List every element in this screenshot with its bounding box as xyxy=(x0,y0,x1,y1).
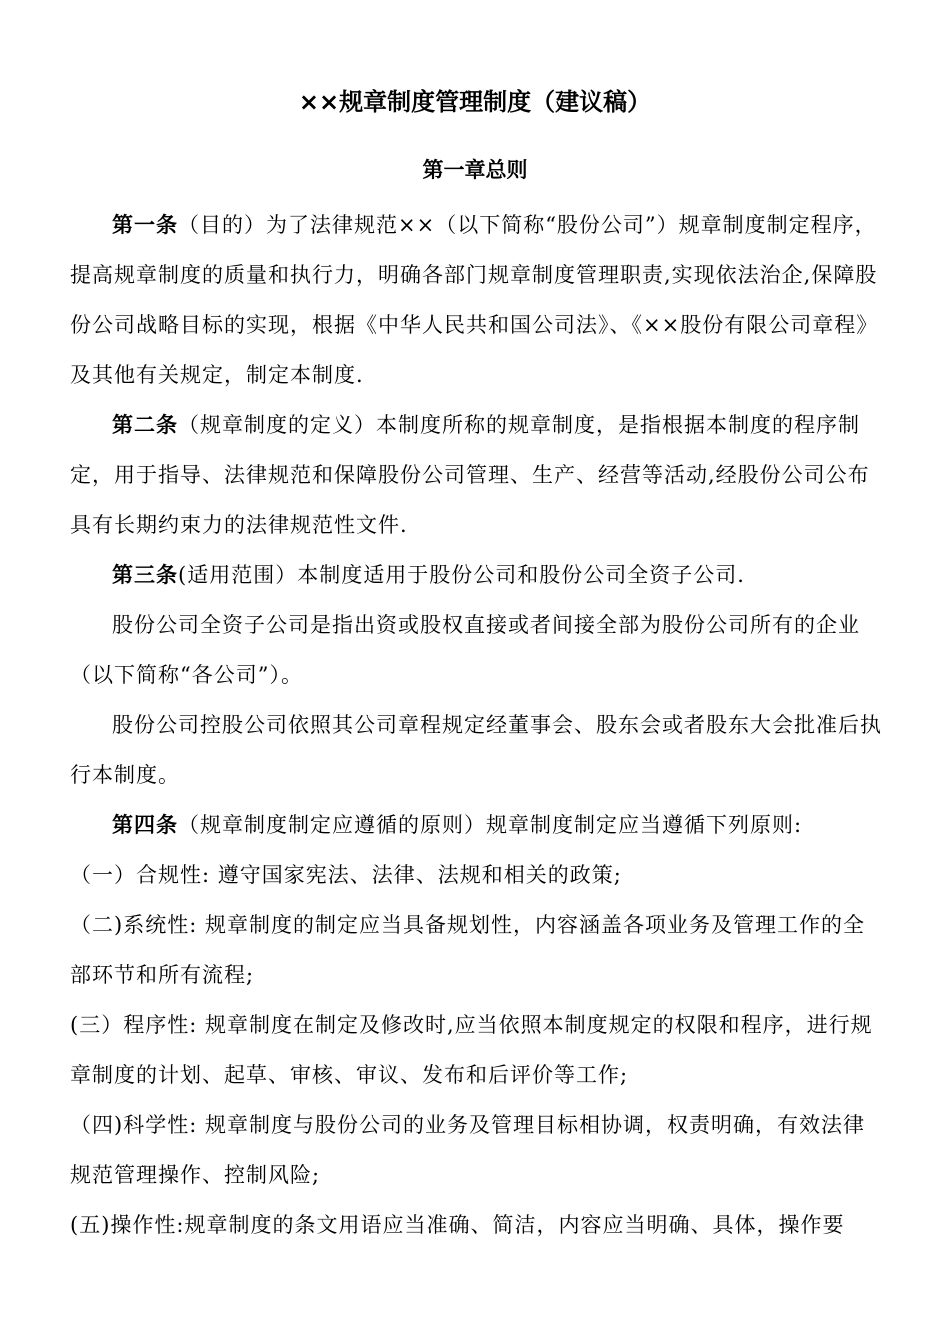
article-label: 第三条 xyxy=(112,563,178,587)
article-4 xyxy=(70,800,882,850)
article-3-paragraph-3 xyxy=(70,700,882,800)
chapter-title: 第一章总则 xyxy=(422,158,528,182)
article-text: (适用范围）本制度适用于股份公司和股份公司全资子公司. xyxy=(178,563,745,587)
paragraph-text: 股份公司控股公司依照其公司章程规定经董事会、股东会或者股东大会批准后执行本制度。 xyxy=(70,713,882,787)
article-label: 第二条 xyxy=(112,413,178,437)
article-text: （规章制度制定应遵循的原则）规章制度制定应当遵循下列原则: xyxy=(178,813,803,837)
paragraph-text: 股份公司全资子公司是指出资或股权直接或者间接全部为股份公司所有的企业（以下简称“各公司”）。 xyxy=(70,613,860,687)
principle-item: （一）合规性: 遵守国家宪法、法律、法规和相关的政策; xyxy=(70,863,622,887)
article-2 xyxy=(70,400,882,550)
principle-item: (三）程序性: 规章制度在制定及修改时,应当依照本制度规定的权限和程序，进行规章制度的计划、起草、审核、审议、发布和后评价等工作; xyxy=(70,1013,873,1087)
article-3-paragraph-2 xyxy=(70,600,882,700)
article-label: 第一条 xyxy=(112,213,178,237)
article-3 xyxy=(70,550,882,600)
article-text: （目的）为了法律规范××（以下简称“股份公司”）规章制度制定程序，提高规章制度的质量和执行力，明确各部门规章制度管理职责,实现依法治企,保障股份公司战略目标的实现，根据《中华人民共和国公司法》、《××股份有限公司章程》及其他有关规定，制定本制度. xyxy=(70,213,879,387)
principle-item: （二)系统性: 规章制度的制定应当具备规划性，内容涵盖各项业务及管理工作的全部环节和所有流程; xyxy=(70,913,865,987)
article-1 xyxy=(70,200,882,400)
document-title: ××规章制度管理制度（建议稿） xyxy=(298,88,652,116)
article-text: （规章制度的定义）本制度所称的规章制度，是指根据本制度的程序制定，用于指导、法律规范和保障股份公司管理、生产、经营等活动,经股份公司公布具有长期约束力的法律规范性文件. xyxy=(70,413,870,537)
principle-item: （四)科学性: 规章制度与股份公司的业务及管理目标相协调，权责明确，有效法律规范管理操作、控制风险; xyxy=(70,1113,865,1187)
document-body xyxy=(70,200,882,1250)
article-label: 第四条 xyxy=(112,813,178,837)
principle-item: (五)操作性:规章制度的条文用语应当准确、简洁，内容应当明确、具体，操作要 xyxy=(70,1213,845,1237)
